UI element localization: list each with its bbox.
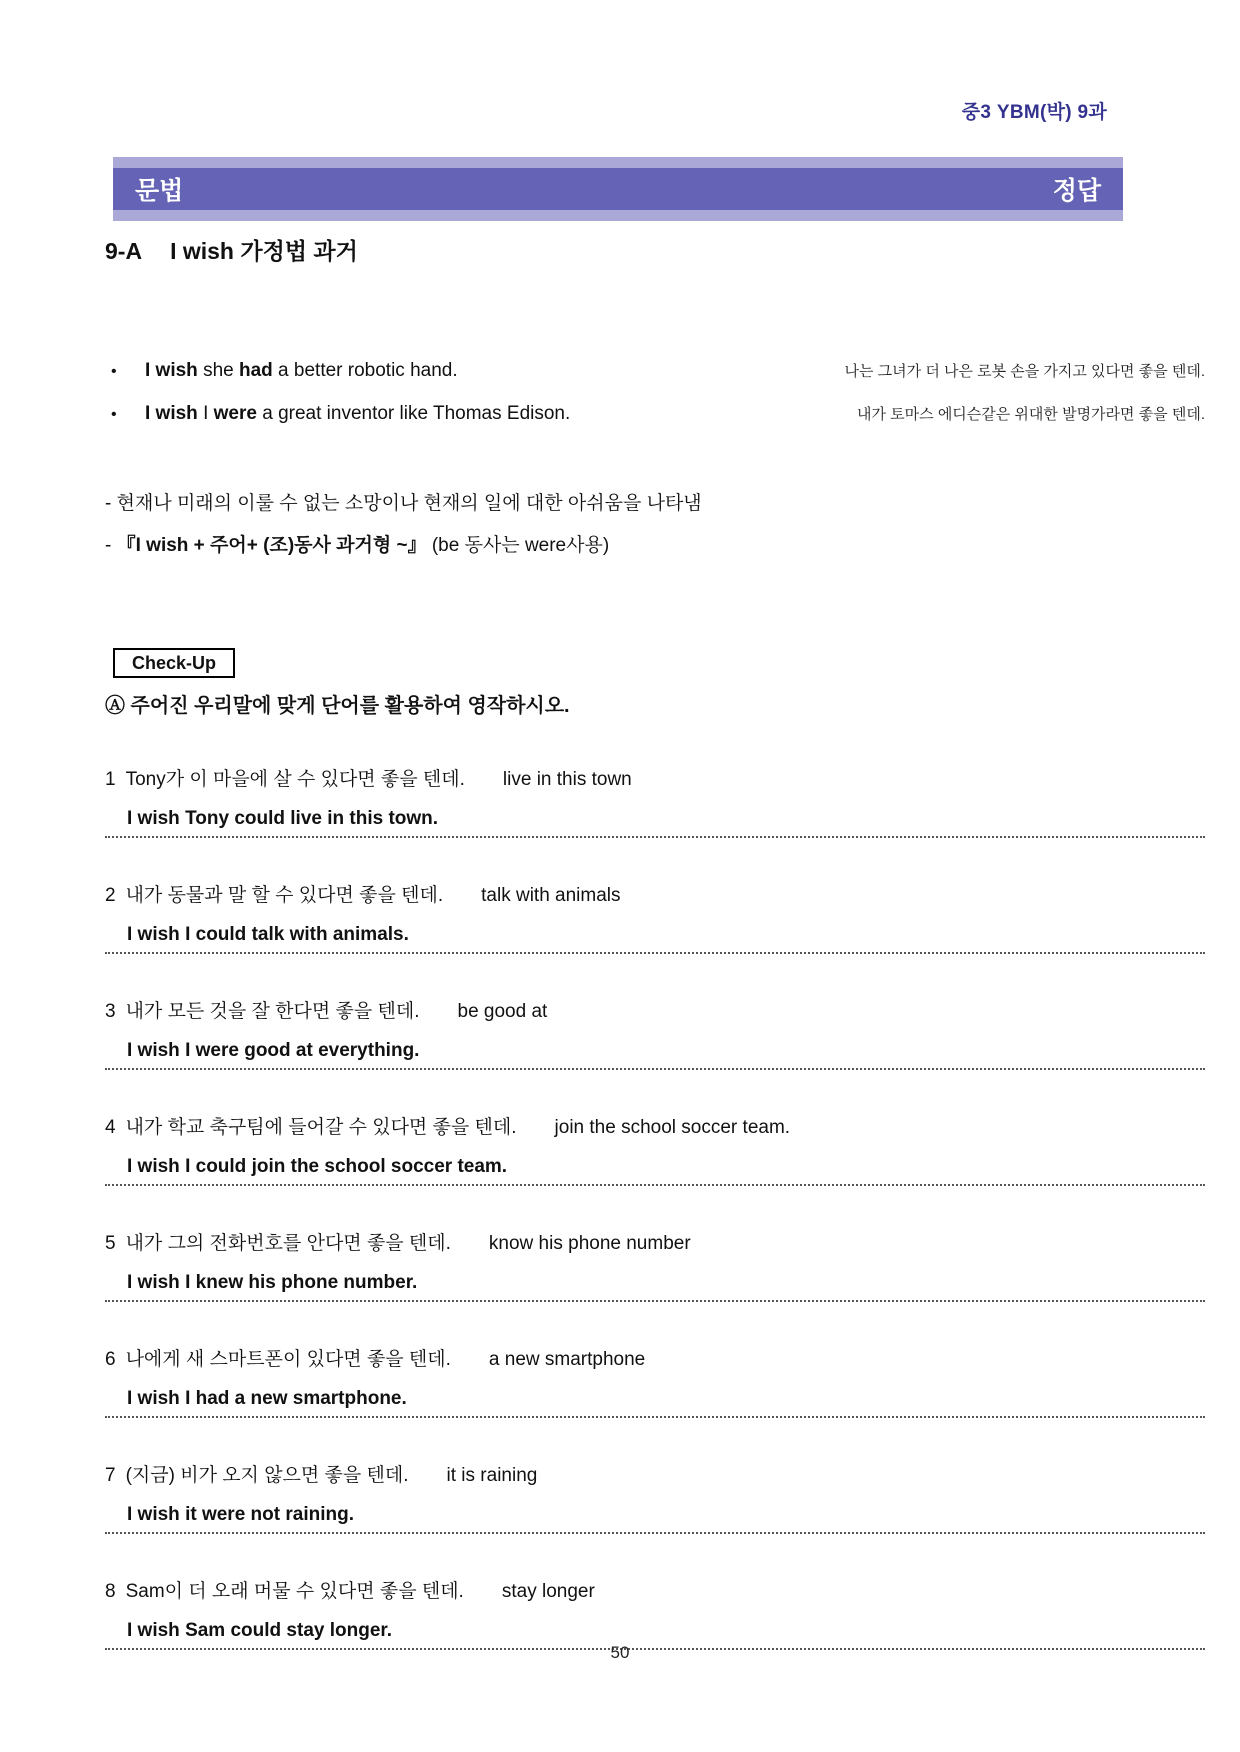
question-hint: join the school soccer team. (554, 1117, 791, 1138)
example-translation: 나는 그녀가 더 나은 로봇 손을 가지고 있다면 좋을 텐데. (844, 363, 1205, 380)
example-sentence: I wish I were a great inventor like Thomas Edison. (145, 403, 571, 424)
course-label: 중3 YBM(박) 9과 (961, 102, 1107, 123)
question-number: 3 (105, 1001, 116, 1022)
question-number: 1 (105, 769, 116, 790)
answer-line (105, 1154, 1205, 1186)
question-line (105, 766, 1205, 794)
answer-text: I wish I were good at everything. (127, 1040, 420, 1061)
question-hint: a new smartphone (488, 1349, 646, 1370)
banner-band (113, 168, 1123, 210)
example-row (105, 401, 1205, 428)
answer-text: I wish Sam could stay longer. (127, 1620, 393, 1641)
banner-answer-label: 정답 (1052, 177, 1101, 205)
question-hint: it is raining (446, 1465, 538, 1486)
question-number: 5 (105, 1233, 116, 1254)
question-item (105, 1230, 1205, 1302)
grammar-note: - 현재나 미래의 이룰 수 없는 소망이나 현재의 일에 대한 아쉬움을 나타냄 (105, 493, 702, 514)
answer-text: I wish I could talk with animals. (127, 924, 409, 945)
bullet-icon: • (111, 406, 117, 423)
question-item (105, 882, 1205, 954)
question-item (105, 998, 1205, 1070)
question-prompt: Tony가 이 마을에 살 수 있다면 좋을 텐데. (125, 769, 465, 790)
question-hint: talk with animals (481, 885, 621, 906)
section-title-text: I wish 가정법 과거 (170, 238, 358, 264)
question-prompt: 내가 동물과 말 할 수 있다면 좋을 텐데. (125, 885, 444, 906)
question-hint: stay longer (501, 1581, 595, 1602)
question-prompt: Sam이 더 오래 머물 수 있다면 좋을 텐데. (125, 1581, 464, 1602)
answer-line (105, 1386, 1205, 1418)
question-line (105, 1346, 1205, 1374)
checkup-badge: Check-Up (113, 648, 235, 678)
answer-line (105, 1038, 1205, 1070)
question-line (105, 1578, 1205, 1606)
example-row (105, 358, 1205, 385)
question-prompt: 내가 그의 전화번호를 안다면 좋을 텐데. (125, 1233, 451, 1254)
question-number: 4 (105, 1117, 116, 1138)
banner-bottom-stripe (113, 210, 1123, 221)
bullet-icon: • (111, 363, 117, 380)
banner-top-stripe (113, 157, 1123, 168)
answer-text: I wish I had a new smartphone. (127, 1388, 407, 1409)
question-item (105, 1114, 1205, 1186)
section-title (105, 236, 1205, 266)
answer-line (105, 922, 1205, 954)
banner-grammar-label: 문법 (135, 177, 184, 205)
example-translation: 내가 토마스 에디슨같은 위대한 발명가라면 좋을 텐데. (857, 406, 1205, 423)
question-prompt: 나에게 새 스마트폰이 있다면 좋을 텐데. (125, 1349, 451, 1370)
question-line (105, 1462, 1205, 1490)
checkup-instruction: Ⓐ 주어진 우리말에 맞게 단어를 활용하여 영작하시오. (105, 695, 570, 717)
question-prompt: (지금) 비가 오지 않으면 좋을 텐데. (125, 1465, 409, 1486)
answer-line (105, 1270, 1205, 1302)
question-prompt: 내가 학교 축구팀에 들어갈 수 있다면 좋을 텐데. (125, 1117, 517, 1138)
question-line (105, 1230, 1205, 1258)
question-number: 2 (105, 885, 116, 906)
question-line (105, 882, 1205, 910)
answer-line (105, 1502, 1205, 1534)
question-line (105, 1114, 1205, 1142)
question-hint: know his phone number (488, 1233, 691, 1254)
question-item (105, 1462, 1205, 1534)
answer-text: I wish Tony could live in this town. (127, 808, 439, 829)
example-sentence: I wish she had a better robotic hand. (145, 360, 458, 381)
question-item (105, 1578, 1205, 1650)
answer-text: I wish it were not raining. (127, 1504, 354, 1525)
question-number: 7 (105, 1465, 116, 1486)
answer-text: I wish I knew his phone number. (127, 1272, 418, 1293)
section-title-number: 9-A (105, 238, 143, 264)
answer-line (105, 806, 1205, 838)
question-hint: be good at (457, 1001, 548, 1022)
section-banner (113, 157, 1123, 221)
question-prompt: 내가 모든 것을 잘 한다면 좋을 텐데. (125, 1001, 420, 1022)
question-item (105, 1346, 1205, 1418)
question-number: 8 (105, 1581, 116, 1602)
question-number: 6 (105, 1349, 116, 1370)
question-line (105, 998, 1205, 1026)
question-hint: live in this town (502, 769, 632, 790)
page-number: 50 (610, 1643, 630, 1662)
page-content (105, 232, 1205, 1650)
grammar-note: - 『I wish + 주어+ (조)동사 과거형 ~』 (be 동사는 were사용) (105, 535, 610, 556)
answer-text: I wish I could join the school soccer team. (127, 1156, 508, 1177)
question-item (105, 766, 1205, 838)
